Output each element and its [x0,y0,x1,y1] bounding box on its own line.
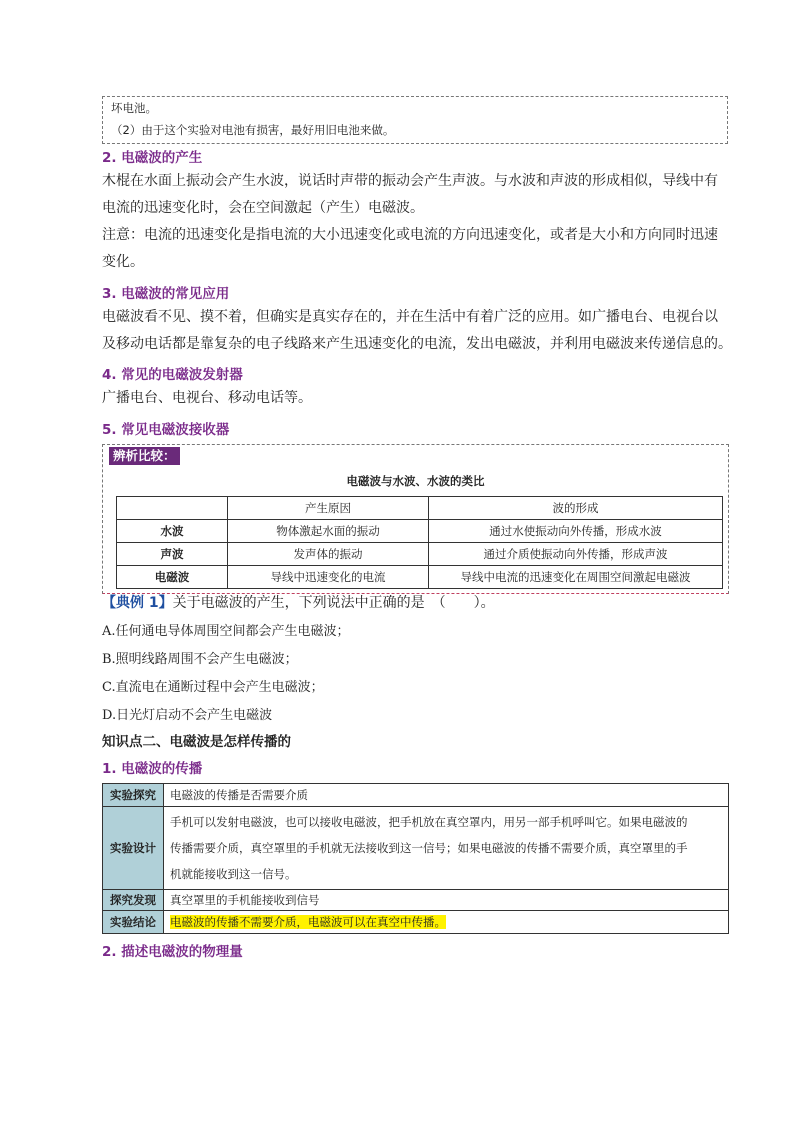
subheading-2: 2. 描述电磁波的物理量 [102,944,243,960]
table-cell: 导线中迅速变化的电流 [228,566,429,589]
comparison-box [102,444,729,594]
row-text: 真空罩里的手机能接收到信号 [164,890,729,911]
table-cell: 产生原因 [228,497,429,520]
text-line: 手机可以发射电磁波，也可以接收电磁波，把手机放在真空罩内，用另一部手机呼叫它。如果电磁波的 [170,815,688,829]
para-line: 电磁波看不见、摸不着，但确实是真实存在的，并在生活中有着广泛的应用。如广播电台、电视台以 [102,309,718,325]
row-label: 实验设计 [103,807,164,890]
subheading-1: 1. 电磁波的传播 [102,761,203,777]
row-label: 探究发现 [103,890,164,911]
section-heading-4: 4. 常见的电磁波发射器 [102,367,243,383]
section-heading-2: 2. 电磁波的产生 [102,150,203,166]
para-line: 注意：电流的迅速变化是指电流的大小迅速变化或电流的方向迅速变化，或者是大小和方向同时迅速 [102,227,718,243]
comparison-tag: 辨析比较： [109,447,180,465]
example-question [102,590,495,617]
example-label: 【典例 1】 [102,595,173,611]
table-row [103,890,729,911]
table-row [117,566,723,589]
para-line: 电流的迅速变化时，会在空间激起（产生）电磁波。 [102,200,424,216]
para-line: 木棍在水面上振动会产生水波，说话时声带的振动会产生声波。与水波和声波的形成相似，导线中有 [102,173,718,189]
table-row [117,543,723,566]
table-cell: 导线中电流的迅速变化在周围空间激起电磁波 [429,566,723,589]
box-line-1: 坏电池。 [111,101,157,115]
table-row [103,911,729,934]
box-line-2: （2）由于这个实验对电池有损害，最好用旧电池来做。 [111,123,395,137]
table-row [103,784,729,807]
row-label: 实验探究 [103,784,164,807]
para-line: 广播电台、电视台、移动电话等。 [102,390,312,406]
table-cell: 发声体的振动 [228,543,429,566]
section-heading-3: 3. 电磁波的常见应用 [102,286,230,302]
table-header-row [117,497,723,520]
paragraph [102,168,718,276]
table-cell [117,497,228,520]
row-label: 实验结论 [103,911,164,934]
table-cell: 通过水使振动向外传播，形成水波 [429,520,723,543]
table-row [117,520,723,543]
table-cell: 电磁波 [117,566,228,589]
row-text-block [164,807,729,890]
table-cell: 物体激起水面的振动 [228,520,429,543]
para-line: 及移动电话都是靠复杂的电子线路来产生迅速变化的电流，发出电磁波，并利用电磁波来传递信息的。 [102,336,732,352]
table-cell: 通过介质使振动向外传播，形成声波 [429,543,723,566]
text-line: 机就能接收到这一信号。 [170,867,297,881]
text-line: 传播需要介质，真空罩里的手机就无法接收到这一信号；如果电磁波的传播不需要介质，真空罩里的手 [170,841,688,855]
continuation-box [102,96,728,144]
paragraph [102,304,732,358]
table-row [103,807,729,890]
option-b: B.照明线路周围不会产生电磁波； [102,652,298,667]
para-line: 变化。 [102,254,144,270]
option-c: C.直流电在通断过程中会产生电磁波； [102,680,324,695]
comparison-table [116,496,723,589]
table-cell: 波的形成 [429,497,723,520]
section-heading-5: 5. 常见电磁波接收器 [102,422,230,438]
table-cell: 声波 [117,543,228,566]
row-text-cell [164,911,729,934]
table-cell: 水波 [117,520,228,543]
example-text: 关于电磁波的产生，下列说法中正确的是 （ ）。 [172,595,495,611]
row-text: 电磁波的传播是否需要介质 [164,784,729,807]
experiment-table [102,783,729,934]
highlighted-conclusion: 电磁波的传播不需要介质，电磁波可以在真空中传播。 [170,915,446,929]
comparison-title: 电磁波与水波、水波的类比 [346,474,485,488]
option-d: D.日光灯启动不会产生电磁波 [102,708,273,723]
option-list [102,618,350,730]
option-a: A.任何通电导体周围空间都会产生电磁波； [102,624,350,639]
knowledge-heading: 知识点二、电磁波是怎样传播的 [102,734,291,750]
